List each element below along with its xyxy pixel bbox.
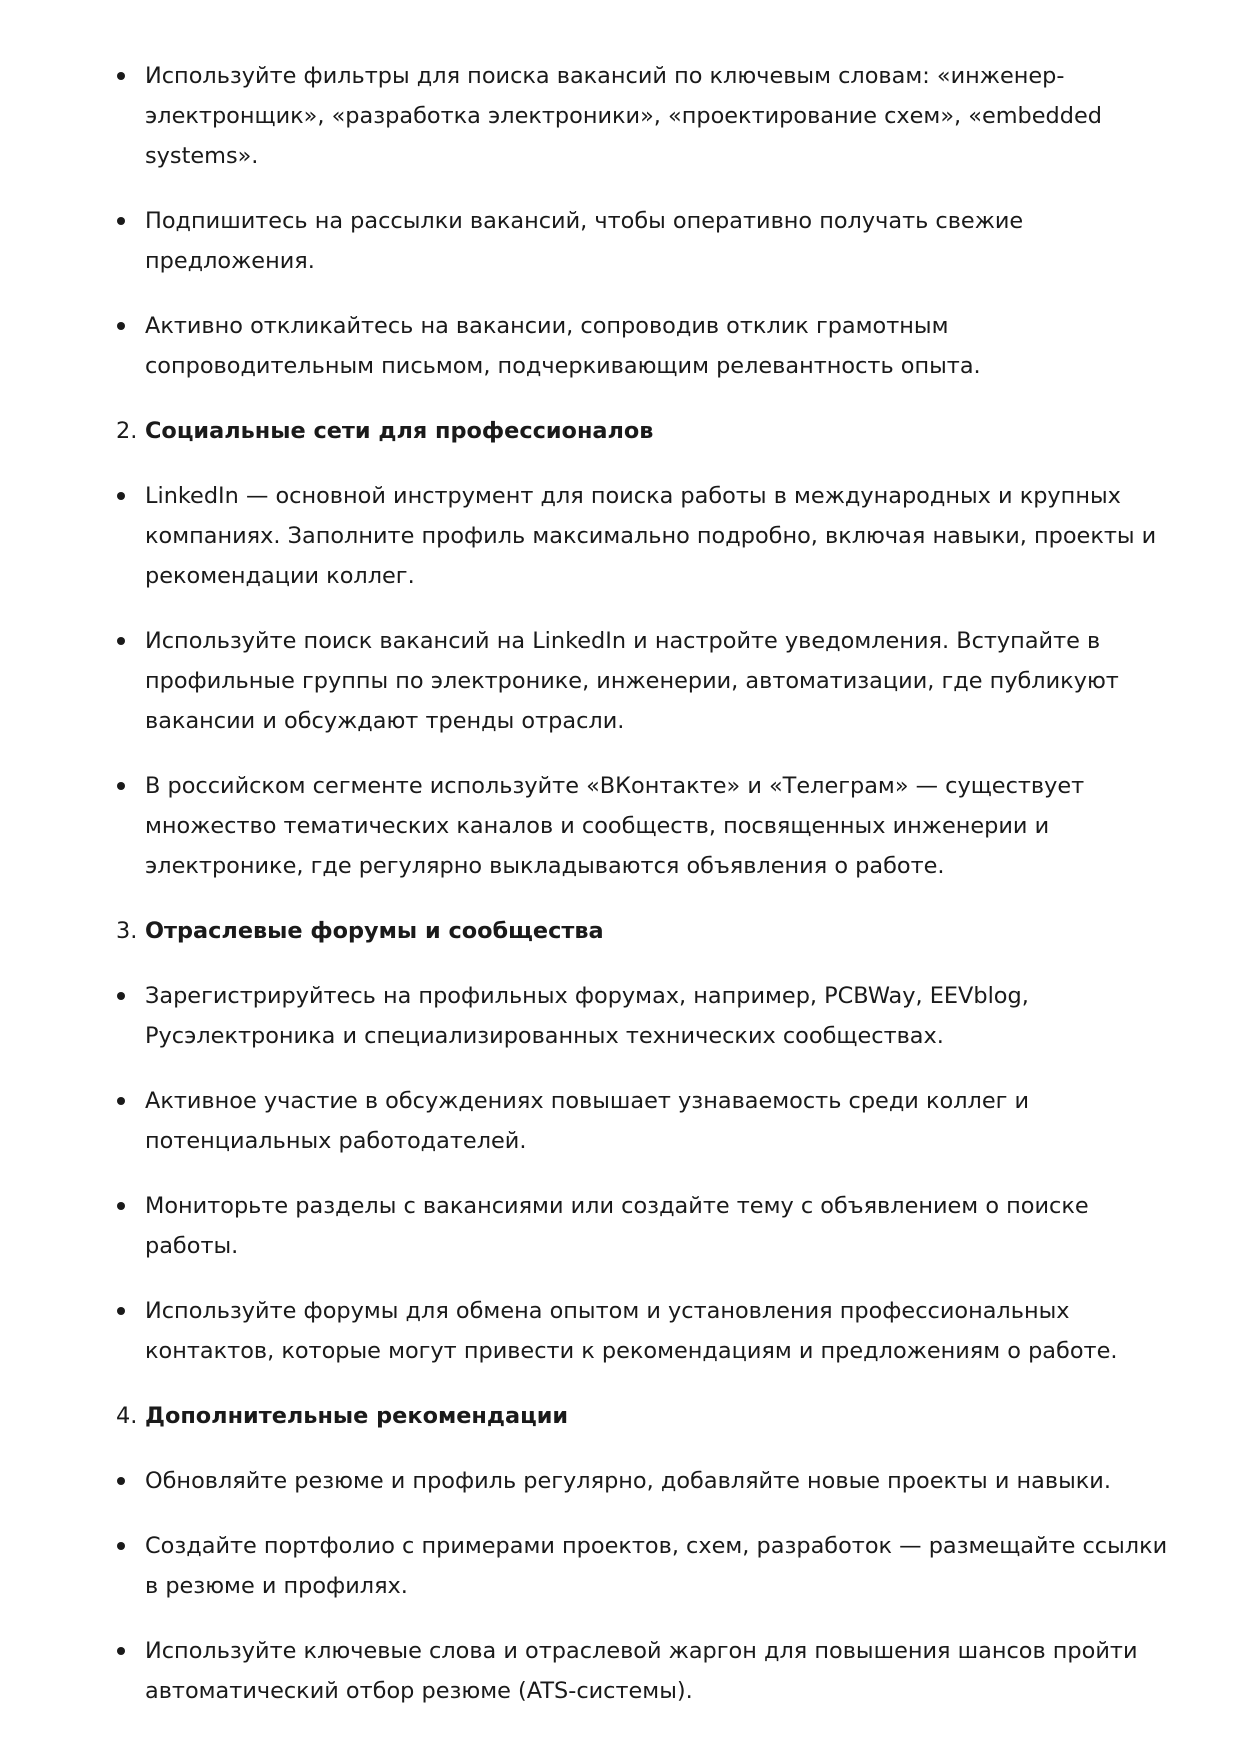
section-title: Отраслевые форумы и сообщества <box>145 918 604 944</box>
list-item-text: Активное участие в обсуждениях повышает узнаваемость среди коллег и потенциальных работодателей. <box>145 1088 1030 1154</box>
bullet-icon <box>117 217 125 225</box>
section-number: 2. <box>116 418 138 444</box>
list-item-text: Используйте форумы для обмена опытом и установления профессиональных контактов, которые могут привести к рекомендациям и предложениям о работе. <box>145 1298 1118 1364</box>
list-item <box>0 1631 1239 1711</box>
section-title: Дополнительные рекомендации <box>145 1403 569 1429</box>
list-item <box>0 1526 1239 1606</box>
bullet-icon <box>117 1202 125 1210</box>
list-item <box>0 201 1239 281</box>
bullet-icon <box>117 1542 125 1550</box>
bullet-icon <box>117 322 125 330</box>
list-item <box>0 976 1239 1056</box>
section-title: Социальные сети для профессионалов <box>145 418 654 444</box>
section-heading-additional-recommendations <box>0 1396 1239 1436</box>
section-number: 3. <box>116 918 138 944</box>
list-item <box>0 1186 1239 1266</box>
bullet-icon <box>117 1307 125 1315</box>
list-item-text: Используйте поиск вакансий на LinkedIn и настройте уведомления. Вступайте в профильные группы по электронике, инженерии, автоматизации, где публикуют вакансии и обсуждают тренды отрасли. <box>145 628 1119 734</box>
document-content <box>0 56 1239 1736</box>
list-item <box>0 1291 1239 1371</box>
list-item-text: Создайте портфолио с примерами проектов, схем, разработок — размещайте ссылки в резюме и профилях. <box>145 1533 1168 1599</box>
list-item-text: Обновляйте резюме и профиль регулярно, добавляйте новые проекты и навыки. <box>145 1468 1111 1494</box>
list-item-text: LinkedIn — основной инструмент для поиска работы в международных и крупных компаниях. Заполните профиль максимально подробно, включая навыки, проекты и рекомендации коллег. <box>145 483 1157 589</box>
section-heading-social-networks <box>0 411 1239 451</box>
list-item <box>0 306 1239 386</box>
bullet-icon <box>117 637 125 645</box>
list-item <box>0 1081 1239 1161</box>
section-heading-industry-forums <box>0 911 1239 951</box>
bullet-icon <box>117 782 125 790</box>
list-item-text: Активно откликайтесь на вакансии, сопроводив отклик грамотным сопроводительным письмом, подчеркивающим релевантность опыта. <box>145 313 981 379</box>
list-item-text: Зарегистрируйтесь на профильных форумах, например, PCBWay, EEVblog, Русэлектроника и специализированных технических сообществах. <box>145 983 1029 1049</box>
bullet-icon <box>117 992 125 1000</box>
bullet-icon <box>117 1097 125 1105</box>
list-item-text: Мониторьте разделы с вакансиями или создайте тему с объявлением о поиске работы. <box>145 1193 1089 1259</box>
list-item-text: Используйте ключевые слова и отраслевой жаргон для повышения шансов пройти автоматический отбор резюме (ATS-системы). <box>145 1638 1138 1704</box>
list-item <box>0 621 1239 741</box>
list-item <box>0 766 1239 886</box>
list-item-text: Используйте фильтры для поиска вакансий по ключевым словам: «инженер-электронщик», «разработка электроники», «проектирование схем», «embedded systems». <box>145 63 1102 169</box>
bullet-icon <box>117 492 125 500</box>
list-item <box>0 56 1239 176</box>
bullet-icon <box>117 1477 125 1485</box>
list-item-text: Подпишитесь на рассылки вакансий, чтобы оперативно получать свежие предложения. <box>145 208 1024 274</box>
bullet-icon <box>117 1647 125 1655</box>
bullet-icon <box>117 72 125 80</box>
list-item <box>0 476 1239 596</box>
section-number: 4. <box>116 1403 138 1429</box>
list-item <box>0 1461 1239 1501</box>
list-item-text: В российском сегменте используйте «ВКонтакте» и «Телеграм» — существует множество тематических каналов и сообществ, посвященных инженерии и электронике, где регулярно выкладываются объявления о работе. <box>145 773 1085 879</box>
